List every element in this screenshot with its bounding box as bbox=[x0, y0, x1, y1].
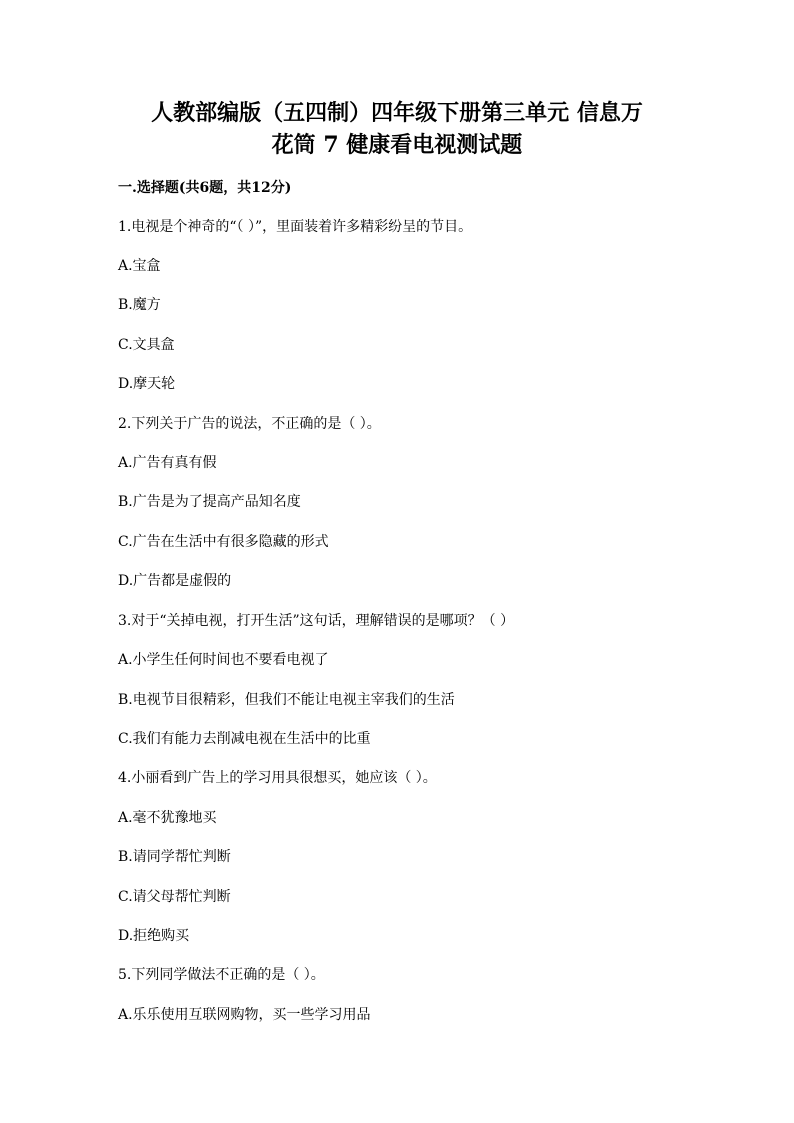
question-4-option-b: B.请同学帮忙判断 bbox=[118, 849, 231, 865]
document-title-line-1: 人教部编版（五四制）四年级下册第三单元 信息万 bbox=[151, 100, 643, 126]
question-5-option-a: A.乐乐使用互联网购物，买一些学习用品 bbox=[118, 1007, 371, 1023]
question-4-option-a: A.毫不犹豫地买 bbox=[118, 810, 217, 826]
question-4-option-d: D.拒绝购买 bbox=[118, 928, 190, 944]
question-2-option-a: A.广告有真有假 bbox=[118, 455, 217, 471]
document-title-line-2: 花筒 7 健康看电视测试题 bbox=[271, 132, 523, 158]
question-1-option-c: C.文具盒 bbox=[118, 337, 175, 353]
question-3-stem: 3.对于“关掉电视，打开生活”这句话，理解错误的是哪项？（ ） bbox=[118, 613, 515, 629]
question-4-option-c: C.请父母帮忙判断 bbox=[118, 889, 231, 905]
question-3-option-a: A.小学生任何时间也不要看电视了 bbox=[118, 652, 329, 668]
question-2-option-b: B.广告是为了提高产品知名度 bbox=[118, 494, 301, 510]
question-1-option-b: B.魔方 bbox=[118, 297, 161, 313]
question-5-stem: 5.下列同学做法不正确的是（ ）。 bbox=[118, 967, 325, 983]
question-3-option-c: C.我们有能力去削减电视在生活中的比重 bbox=[118, 731, 371, 747]
question-4-stem: 4.小丽看到广告上的学习用具很想买，她应该（ ）。 bbox=[118, 770, 437, 786]
question-2-stem: 2.下列关于广告的说法，不正确的是（ ）。 bbox=[118, 416, 381, 432]
question-2-option-d: D.广告都是虚假的 bbox=[118, 573, 232, 589]
question-1-option-d: D.摩天轮 bbox=[118, 376, 176, 392]
question-2-option-c: C.广告在生活中有很多隐藏的形式 bbox=[118, 534, 329, 550]
question-1-option-a: A.宝盒 bbox=[118, 258, 161, 274]
question-1-stem: 1.电视是个神奇的“（ ）”，里面装着许多精彩纷呈的节目。 bbox=[118, 219, 473, 235]
question-3-option-b: B.电视节目很精彩，但我们不能让电视主宰我们的生活 bbox=[118, 692, 455, 708]
section-heading: 一.选择题(共6题，共12分) bbox=[118, 180, 292, 196]
